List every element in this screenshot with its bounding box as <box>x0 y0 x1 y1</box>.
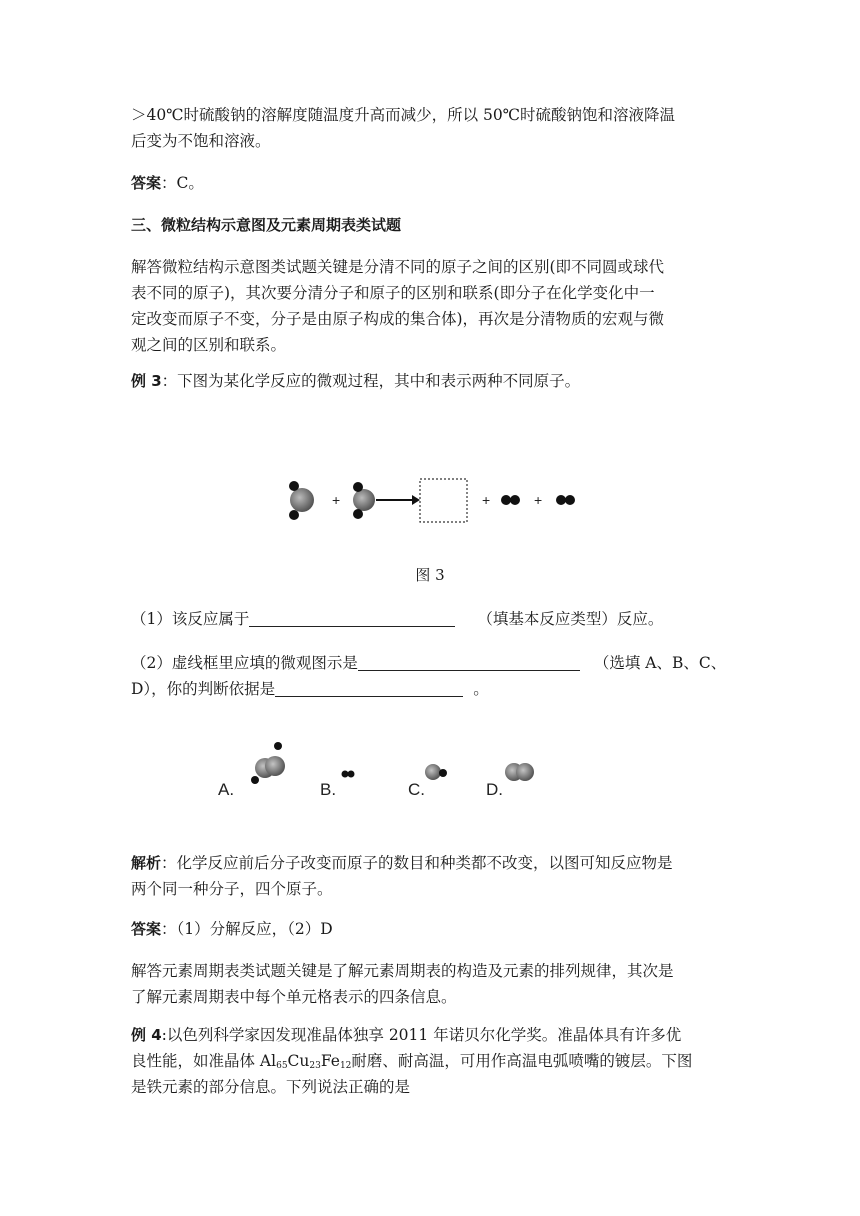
product-molecule-2 <box>556 495 575 505</box>
reactant-molecule-1 <box>289 481 314 520</box>
answer-text: ：C。 <box>161 174 204 192</box>
option-b-molecule <box>342 771 355 778</box>
paragraph-line: ＞40℃时硫酸钠的溶解度随温度升高而减少，所以 50℃时硫酸钠饱和溶液降温 <box>131 106 676 124</box>
example-4 <box>131 1022 731 1048</box>
answer-line <box>131 170 731 196</box>
subscript: 65 <box>276 1061 288 1071</box>
analysis-line-2: 两个同一种分子，四个原子。 <box>131 880 333 898</box>
subscript: 12 <box>339 1061 352 1071</box>
answer-text: ：（1）分解反应，（2）D <box>161 920 333 938</box>
answer-label: 答案 <box>131 174 162 192</box>
question-2 <box>131 650 731 676</box>
question-1 <box>131 606 731 632</box>
example-text: 耐磨、耐高温，可用作高温电弧喷嘴的镀层。下图 <box>351 1052 693 1070</box>
example-text: Fe <box>320 1052 340 1070</box>
question-text: （1）该反应属于 <box>131 610 250 628</box>
paragraph-line: 定改变而原子不变，分子是由原子构成的集合体)，再次是分清物质的宏观与微 <box>131 310 665 328</box>
paragraph-line: 表不同的原子)，其次要分清分子和原子的区别和联系(即分子在化学变化中一 <box>131 284 655 302</box>
question-2-line2 <box>131 676 731 702</box>
answer-blank[interactable] <box>249 608 455 627</box>
figure-caption: 图 3 <box>415 566 445 584</box>
answer-blank[interactable] <box>358 652 580 671</box>
paragraph-line: 了解元素周期表中每个单元格表示的四条信息。 <box>131 988 457 1006</box>
option-d-label: D. <box>486 780 503 799</box>
option-a-molecule <box>251 742 285 784</box>
analysis-text: ：化学反应前后分子改变而原子的数目和种类都不改变，以图可知反应物是 <box>161 854 673 872</box>
paragraph-line: 后变为不饱和溶液。 <box>131 132 271 150</box>
dashed-box <box>420 479 467 522</box>
analysis-label: 解析 <box>131 854 162 872</box>
plus-sign: + <box>482 492 491 508</box>
example-text: :以色列科学家因发现准晶体独享 2011 年诺贝尔化学奖。准晶体具有许多优 <box>161 1026 682 1044</box>
answer-blank[interactable] <box>275 678 463 697</box>
paragraph-line: 观之间的区别和联系。 <box>131 336 287 354</box>
example-label: 例 3 <box>131 372 162 390</box>
example-3 <box>131 368 731 394</box>
option-d-molecule <box>505 763 534 781</box>
example-label: 例 4 <box>131 1026 162 1044</box>
answer-label: 答案 <box>131 920 162 938</box>
product-molecule-1 <box>501 495 520 505</box>
question-text: D），你的判断依据是 <box>131 680 276 698</box>
question-text: （2）虚线框里应填的微观图示是 <box>131 654 358 672</box>
options-diagram <box>212 735 552 805</box>
option-a-label: A. <box>218 780 235 799</box>
section-heading: 三、微粒结构示意图及元素周期表类试题 <box>131 216 402 234</box>
subscript: 23 <box>309 1061 321 1071</box>
answer-line <box>131 916 731 942</box>
example-text: ：下图为某化学反应的微观过程，其中和表示两种不同原子。 <box>161 372 581 390</box>
paragraph-line: 解答元素周期表类试题关键是了解元素周期表的构造及元素的排列规律，其次是 <box>131 962 674 980</box>
paragraph-line: 解答微粒结构示意图类试题关键是分清不同的原子之间的区别(即不同圆或球代 <box>131 258 665 276</box>
option-c-label: C. <box>408 780 425 799</box>
question-text: （选填 A、B、C、 <box>593 654 727 672</box>
example-text: 良性能，如准晶体 Al <box>131 1052 277 1070</box>
question-text: 。 <box>473 680 489 698</box>
example-4-line3: 是铁元素的部分信息。下列说法正确的是 <box>131 1078 411 1096</box>
plus-sign: + <box>332 492 341 508</box>
arrow-icon <box>376 495 420 505</box>
plus-sign: + <box>534 492 543 508</box>
option-b-label: B. <box>320 780 337 799</box>
example-text: Cu <box>287 1052 310 1070</box>
analysis-line <box>131 850 731 876</box>
reaction-diagram <box>280 470 590 530</box>
question-text: （填基本反应类型）反应。 <box>477 610 664 628</box>
reactant-molecule-2 <box>353 482 375 519</box>
option-c-molecule <box>425 764 447 780</box>
